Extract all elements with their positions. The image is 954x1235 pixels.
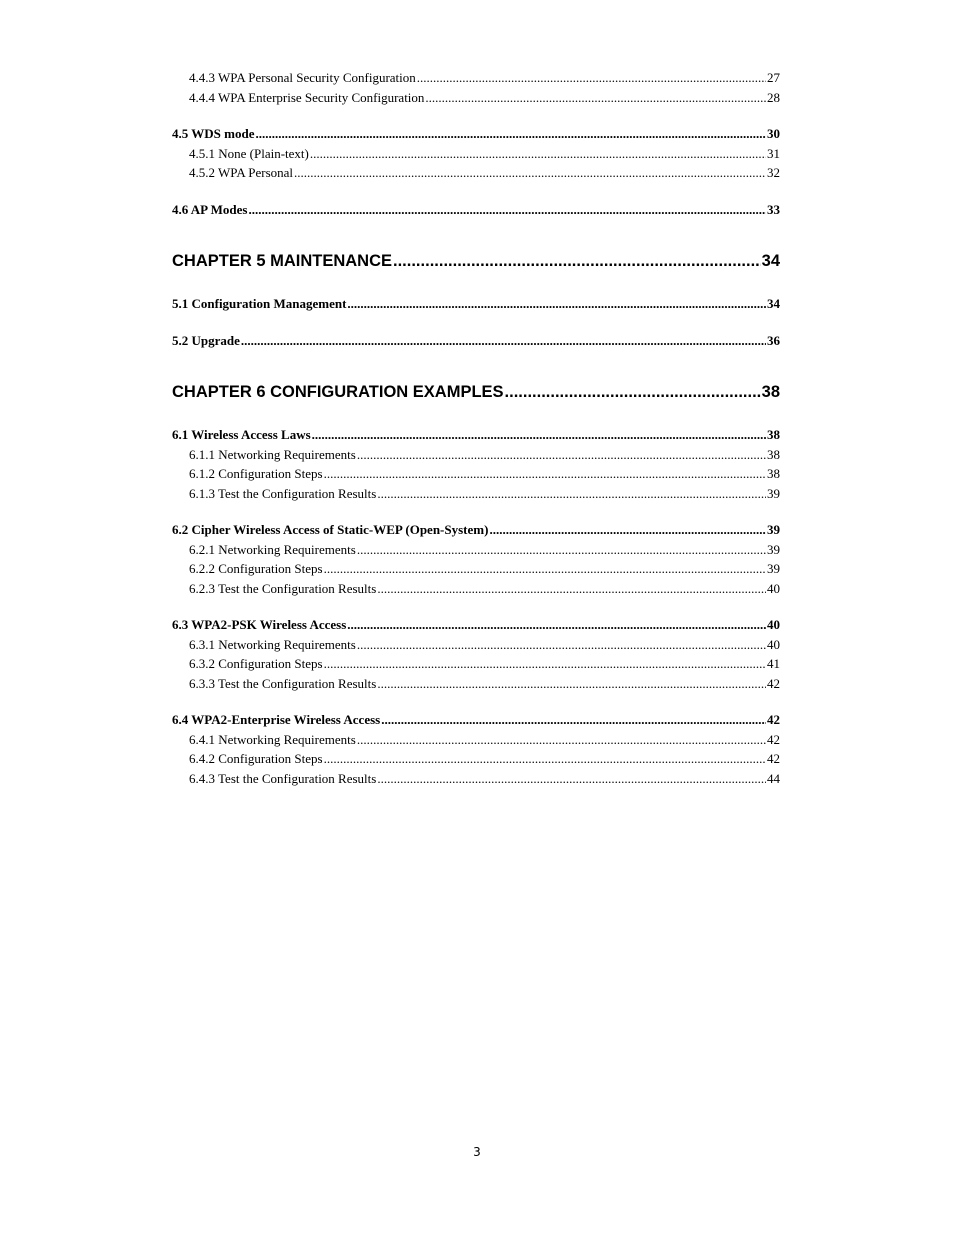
dot-leader [357,445,766,465]
toc-entry[interactable] [172,769,780,789]
spacer [172,314,780,331]
dot-leader [425,88,766,108]
spacer [172,107,780,124]
toc-entry-page: 42 [767,731,780,747]
toc-entry-page: 38 [767,446,780,462]
toc-entry[interactable] [172,294,780,314]
toc-entry-page: 41 [767,656,780,671]
page-number: 3 [473,1145,481,1159]
toc-entry-title: 6.1.1 Networking Requirements [189,446,356,462]
toc-entry[interactable] [172,749,780,769]
toc-entry-page: 42 [767,675,780,691]
spacer [172,350,780,380]
toc-chapter-entry[interactable] [172,249,780,273]
dot-leader [312,425,766,445]
dot-leader [417,68,766,88]
toc-entry[interactable] [172,200,780,220]
toc-entry-title: 6.3.3 Test the Configuration Results [189,675,377,691]
toc-entry[interactable] [172,615,780,635]
toc-entry[interactable] [172,654,780,674]
toc-entry-title: 6.3.1 Networking Requirements [189,636,356,652]
dot-leader [377,674,766,694]
spacer [172,219,780,249]
toc-entry-title: 6.3.2 Configuration Steps [189,656,323,671]
toc-entry-page: 31 [767,145,780,161]
spacer [172,183,780,200]
toc-entry[interactable] [172,124,780,144]
toc-entry-title: 6.1 Wireless Access Laws [172,427,311,442]
dot-leader [505,380,761,404]
toc-entry[interactable] [172,331,780,351]
toc-entry[interactable] [172,464,780,484]
toc-entry-title: 6.1.3 Test the Configuration Results [189,485,377,501]
toc-entry-page: 42 [767,751,780,766]
dot-leader [324,464,766,484]
dot-leader [324,559,766,579]
toc-entry-page: 38 [767,427,780,442]
toc-entry-title: 4.5.1 None (Plain-text) [189,145,309,161]
toc-entry-page: 33 [767,201,780,217]
dot-leader [377,579,766,599]
dot-leader [357,730,766,750]
toc-entry-title: 4.5.2 WPA Personal [189,165,294,180]
table-of-contents [172,68,780,788]
toc-entry-page: 40 [767,580,780,596]
toc-entry-page: 42 [767,712,780,727]
toc-entry-title: 4.4.4 WPA Enterprise Security Configuration [189,89,425,105]
toc-entry-title: 6.2 Cipher Wireless Access of Static-WEP (Open-System) [172,522,489,537]
toc-entry[interactable] [172,635,780,655]
dot-leader [489,520,766,540]
toc-chapter-entry[interactable] [172,380,780,404]
toc-entry[interactable] [172,144,780,164]
toc-entry-page: 34 [761,252,780,270]
toc-entry-title: 6.4.3 Test the Configuration Results [189,770,377,786]
dot-leader [381,710,766,730]
toc-entry-title: 4.5 WDS mode [172,126,255,141]
toc-entry[interactable] [172,579,780,599]
toc-entry-title: CHAPTER 5 MAINTENANCE [172,252,393,270]
toc-entry[interactable] [172,710,780,730]
dot-leader [377,769,766,789]
toc-entry[interactable] [172,425,780,445]
toc-entry-title: 6.4.2 Configuration Steps [189,751,323,766]
spacer [172,273,780,294]
toc-entry-title: 5.2 Upgrade [172,332,240,348]
spacer [172,503,780,520]
dot-leader [324,654,766,674]
toc-entry-page: 39 [767,485,780,501]
toc-entry-page: 39 [767,541,780,557]
dot-leader [241,331,766,351]
dot-leader [377,484,766,504]
dot-leader [255,124,766,144]
toc-entry-title: 6.4 WPA2-Enterprise Wireless Access [172,712,381,727]
toc-entry[interactable] [172,445,780,465]
toc-entry[interactable] [172,88,780,108]
toc-entry[interactable] [172,484,780,504]
spacer [172,598,780,615]
toc-entry-page: 44 [767,770,780,786]
dot-leader [357,635,766,655]
spacer [172,404,780,425]
toc-entry-title: 4.6 AP Modes [172,201,248,217]
toc-entry[interactable] [172,559,780,579]
toc-entry[interactable] [172,730,780,750]
dot-leader [294,163,766,183]
toc-entry-title: 6.2.2 Configuration Steps [189,561,323,576]
dot-leader [347,615,766,635]
toc-entry-title: 6.3 WPA2-PSK Wireless Access [172,617,347,632]
toc-entry-title: 6.1.2 Configuration Steps [189,466,323,481]
toc-entry-title: 5.1 Configuration Management [172,296,347,311]
toc-entry-page: 38 [767,466,780,481]
toc-entry-page: 38 [761,383,780,401]
toc-entry[interactable] [172,674,780,694]
toc-entry[interactable] [172,68,780,88]
toc-entry-title: CHAPTER 6 CONFIGURATION EXAMPLES [172,383,504,401]
toc-entry-page: 36 [767,332,780,348]
dot-leader [347,294,766,314]
dot-leader [248,200,766,220]
toc-entry-title: 4.4.3 WPA Personal Security Configuration [189,70,416,85]
dot-leader [357,540,766,560]
toc-entry-page: 40 [767,636,780,652]
toc-entry-page: 34 [767,296,780,311]
toc-entry-page: 27 [767,70,780,85]
toc-entry-page: 40 [767,617,780,632]
toc-entry[interactable] [172,520,780,540]
dot-leader [324,749,766,769]
toc-entry-title: 6.4.1 Networking Requirements [189,731,356,747]
toc-entry-page: 39 [767,561,780,576]
toc-entry-title: 6.2.3 Test the Configuration Results [189,580,377,596]
toc-entry-title: 6.2.1 Networking Requirements [189,541,356,557]
toc-entry[interactable] [172,163,780,183]
toc-entry-page: 32 [767,165,780,180]
dot-leader [393,249,761,273]
toc-entry-page: 39 [767,522,780,537]
toc-entry-page: 28 [767,89,780,105]
dot-leader [310,144,766,164]
toc-entry-page: 30 [767,126,780,141]
spacer [172,693,780,710]
toc-entry[interactable] [172,540,780,560]
